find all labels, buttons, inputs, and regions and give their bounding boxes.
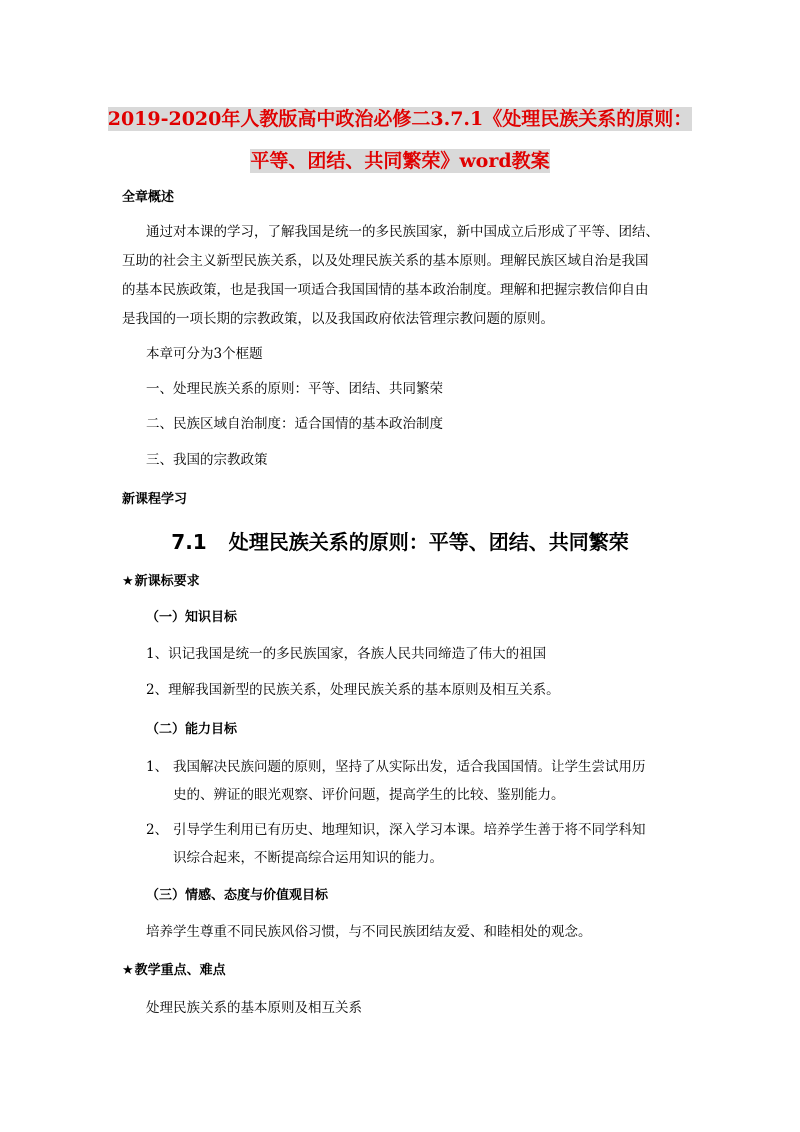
lesson-number: 7.1	[171, 530, 207, 554]
requirements-heading: ★新课标要求	[122, 574, 200, 589]
star-icon: ★	[122, 574, 134, 589]
chapter-item: 二、民族区域自治制度：适合国情的基本政治制度	[146, 416, 443, 432]
lesson-title	[0, 526, 800, 558]
overview-para-line: 的基本民族政策，也是我国一项适合我国国情的基本政治制度。理解和把握宗教信仰自由	[122, 282, 649, 298]
overview-para-line: 互助的社会主义新型民族关系，以及处理民族关系的基本原则。理解民族区域自治是我国	[122, 253, 649, 269]
knowledge-goal-heading: （一）知识目标	[146, 610, 238, 625]
lesson-title-text: 处理民族关系的原则：平等、团结、共同繁荣	[228, 530, 629, 554]
star-icon: ★	[122, 963, 134, 978]
overview-heading: 全章概述	[122, 190, 175, 205]
overview-para-line: 是我国的一项长期的宗教政策，以及我国政府依法管理宗教问题的原则。	[122, 311, 554, 327]
document-title-line-1: 2019-2020年人教版高中政治必修二3.7.1《处理民族关系的原则：	[107, 108, 693, 130]
new-course-heading: 新课程学习	[122, 492, 188, 507]
ability-goal-heading: （二）能力目标	[146, 722, 238, 737]
ability-goal-line: 识综合起来，不断提高综合运用知识的能力。	[173, 850, 443, 866]
chapter-item: 一、处理民族关系的原则：平等、团结、共同繁荣	[146, 381, 443, 397]
key-points-heading: ★教学重点、难点	[122, 963, 226, 978]
overview-para-line: 通过对本课的学习，了解我国是统一的多民族国家，新中国成立后形成了平等、团结、	[146, 224, 659, 240]
emotion-goal-text: 培养学生尊重不同民族风俗习惯，与不同民族团结友爱、和睦相处的观念。	[146, 924, 592, 940]
emotion-goal-heading: （三）情感、态度与价值观目标	[146, 888, 329, 903]
ability-goal-number: 1、	[146, 759, 169, 775]
key-points-text: 处理民族关系的基本原则及相互关系	[146, 1000, 362, 1016]
ability-goal-number: 2、	[146, 822, 169, 838]
ability-goal-line: 我国解决民族问题的原则，坚持了从实际出发，适合我国国情。让学生尝试用历	[173, 759, 646, 775]
knowledge-goal-item: 1、识记我国是统一的多民族国家，各族人民共同缔造了伟大的祖国	[146, 646, 547, 662]
document-title-line-2: 平等、团结、共同繁荣》word教案	[250, 150, 550, 172]
chapter-item: 三、我国的宗教政策	[146, 452, 268, 468]
ability-goal-line: 史的、辨证的眼光观察、评价问题，提高学生的比较、鉴别能力。	[173, 787, 565, 803]
ability-goal-line: 引导学生利用已有历史、地理知识，深入学习本课。培养学生善于将不同学科知	[173, 822, 646, 838]
chapter-divide-note: 本章可分为3个框题	[146, 346, 263, 362]
knowledge-goal-item: 2、理解我国新型的民族关系，处理民族关系的基本原则及相互关系。	[146, 682, 560, 698]
